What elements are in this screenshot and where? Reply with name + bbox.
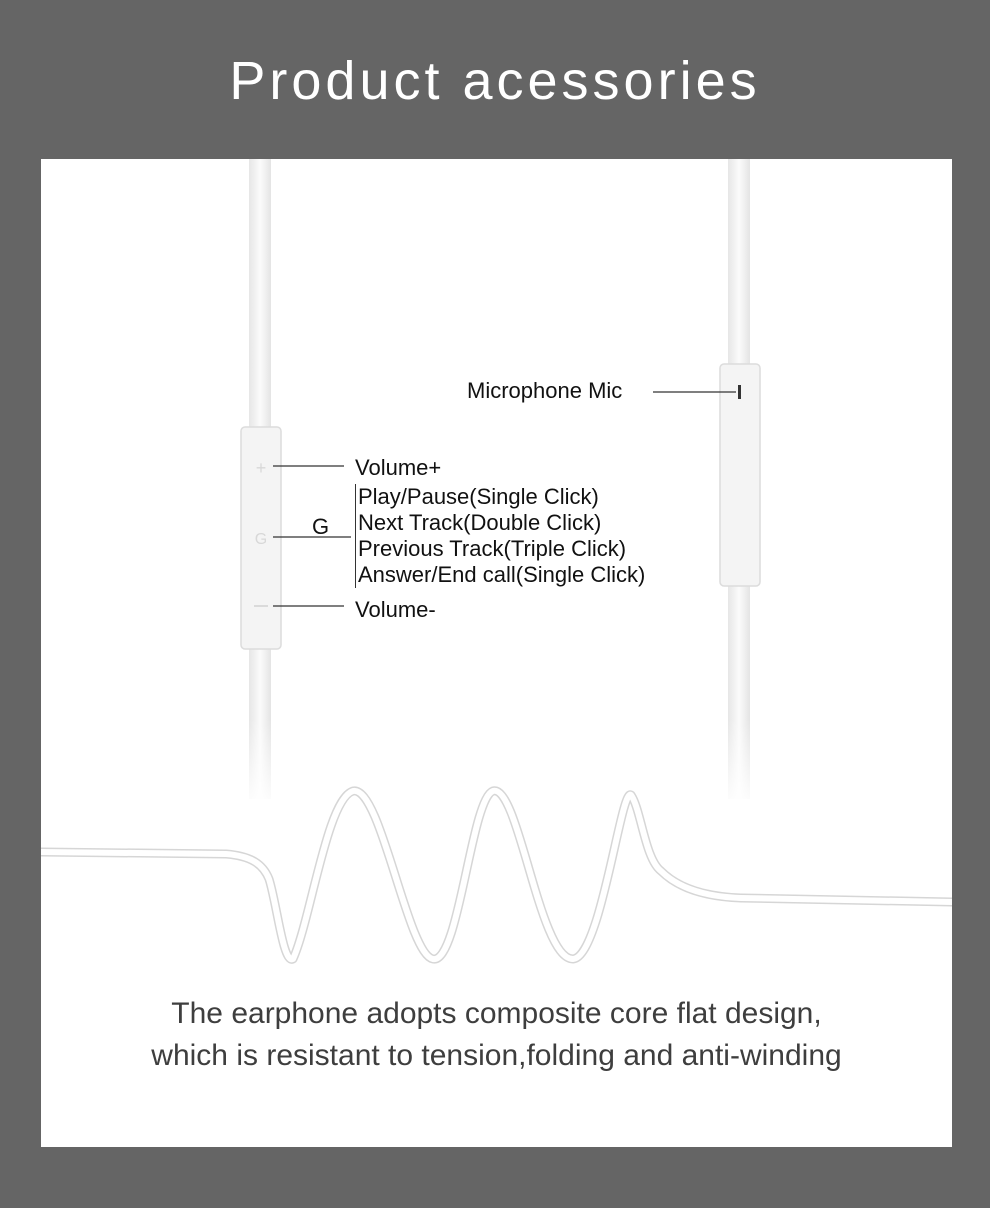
caption-line-2: which is resistant to tension,folding and anti-winding: [151, 1039, 842, 1072]
microphone-hole-icon: [738, 385, 741, 399]
flat-cable: [41, 791, 952, 959]
page-title: Product acessories: [229, 51, 761, 111]
volume-up-label: Volume+: [355, 455, 442, 480]
caption-line-1: The earphone adopts composite core flat design,: [171, 997, 822, 1030]
product-panel: [41, 159, 952, 1147]
function-next-track: Next Track(Double Click): [358, 510, 602, 535]
g-icon: G: [254, 531, 268, 548]
plus-icon: +: [255, 458, 267, 478]
minus-icon: [254, 605, 268, 607]
volume-down-label: Volume-: [355, 597, 436, 622]
function-list: [355, 484, 645, 588]
g-button-label: G: [312, 514, 330, 539]
function-play-pause: Play/Pause(Single Click): [358, 484, 599, 509]
function-previous-track: Previous Track(Triple Click): [358, 536, 627, 561]
microphone-label: Microphone Mic: [467, 378, 623, 403]
function-answer-end-call: Answer/End call(Single Click): [358, 562, 646, 587]
